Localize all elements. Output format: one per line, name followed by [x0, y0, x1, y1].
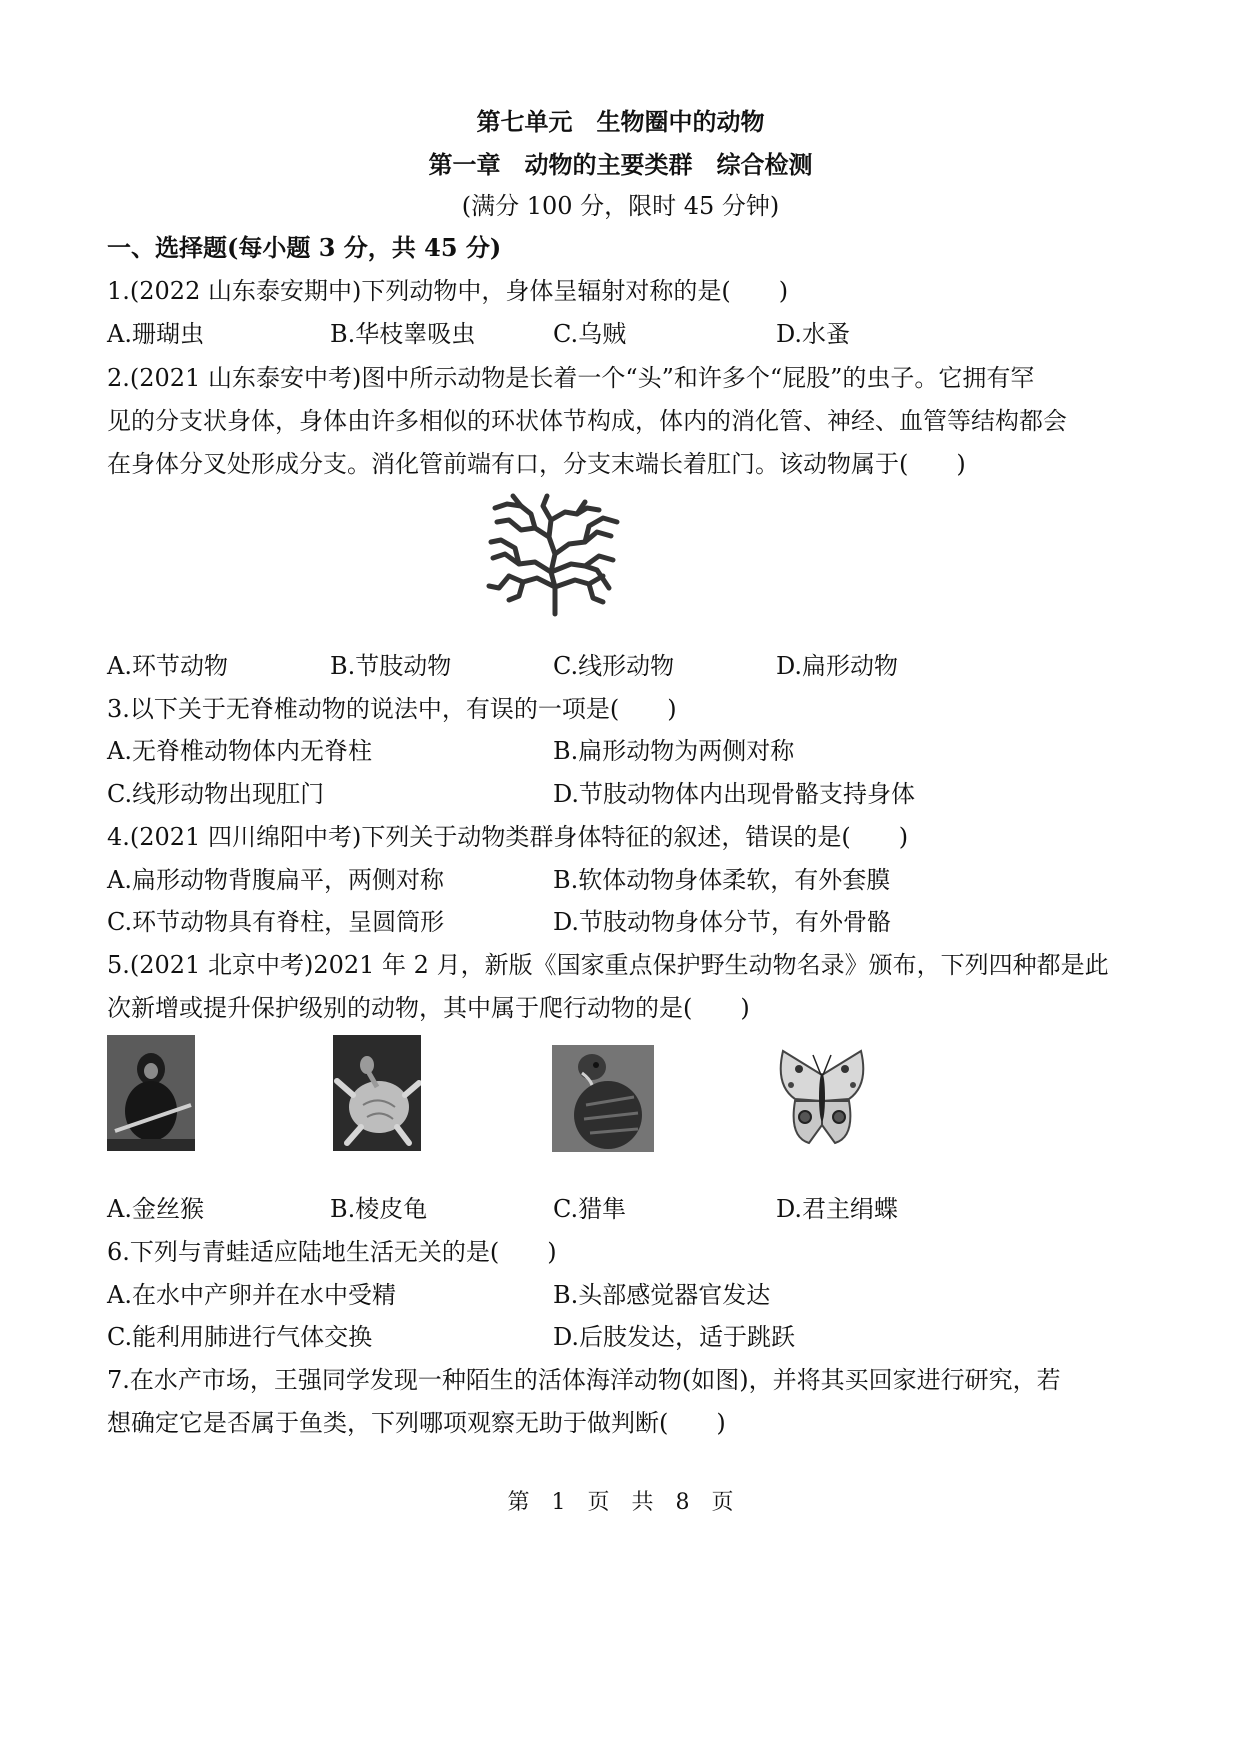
section-heading: 一、选择题(每小题 3 分，共 45 分): [107, 233, 502, 262]
question-2-stem-line-1: 2.(2021 山东泰安中考)图中所示动物是长着一个“头”和许多个“屁股”的虫子。它拥有罕: [107, 364, 1035, 392]
question-4-stem: 4.(2021 四川绵阳中考)下列关于动物类群身体特征的叙述，错误的是( ): [107, 823, 909, 851]
q1-option-d: D.水蚤: [776, 320, 851, 348]
exam-info: (满分 100 分，限时 45 分钟): [461, 192, 780, 220]
q5-option-c: C.猎隼: [553, 1195, 627, 1223]
q2-option-a: A.环节动物: [107, 652, 228, 680]
unit-title: 第七单元 生物圈中的动物: [476, 107, 765, 136]
q5-option-b: B.棱皮龟: [330, 1195, 428, 1223]
q1-option-c: C.乌贼: [553, 320, 627, 348]
q4-option-d: D.节肢动物身体分节，有外骨骼: [553, 908, 892, 936]
q4-option-b: B.软体动物身体柔软，有外套膜: [553, 866, 891, 894]
question-3-stem: 3.以下关于无脊椎动物的说法中，有误的一项是( ): [107, 695, 677, 723]
q2-option-c: C.线形动物: [553, 652, 675, 680]
q2-option-d: D.扁形动物: [776, 652, 899, 680]
question-2-stem-line-3: 在身体分叉处形成分支。消化管前端有口，分支末端长着肛门。该动物属于( ): [107, 450, 966, 478]
q2-option-b: B.节肢动物: [330, 652, 452, 680]
q1-option-b: B.华枝睾吸虫: [330, 320, 476, 348]
q6-option-a: A.在水中产卵并在水中受精: [107, 1281, 396, 1309]
q5-option-d: D.君主绢蝶: [776, 1195, 899, 1223]
question-5-stem-line-1: 5.(2021 北京中考)2021 年 2 月，新版《国家重点保护野生动物名录》颁布，下列四种都是此: [107, 951, 1109, 979]
q5-option-a: A.金丝猴: [107, 1195, 204, 1223]
q3-option-b: B.扁形动物为两侧对称: [553, 737, 795, 765]
q6-option-c: C.能利用肺进行气体交换: [107, 1323, 373, 1351]
falcon-photo: [552, 1045, 654, 1152]
q4-option-c: C.环节动物具有脊柱，呈圆筒形: [107, 908, 445, 936]
q1-option-a: A.珊瑚虫: [107, 320, 204, 348]
q3-option-d: D.节肢动物体内出现骨骼支持身体: [553, 780, 916, 808]
page-number: 第 1 页 共 8 页: [507, 1490, 734, 1515]
question-7-stem-line-2: 想确定它是否属于鱼类，下列哪项观察无助于做判断( ): [107, 1409, 726, 1437]
q6-option-b: B.头部感觉器官发达: [553, 1281, 771, 1309]
golden-monkey-photo: [107, 1035, 195, 1151]
branching-worm-illustration: [485, 492, 625, 617]
chapter-title: 第一章 动物的主要类群 综合检测: [428, 150, 813, 179]
question-2-stem-line-2: 见的分支状身体，身体由许多相似的环状体节构成，体内的消化管、神经、血管等结构都会: [107, 407, 1067, 435]
question-7-stem-line-1: 7.在水产市场，王强同学发现一种陌生的活体海洋动物(如图)，并将其买回家进行研究，若: [107, 1366, 1061, 1394]
question-6-stem: 6.下列与青蛙适应陆地生活无关的是( ): [107, 1238, 557, 1266]
leatherback-turtle-photo: [333, 1035, 421, 1151]
q3-option-a: A.无脊椎动物体内无脊柱: [107, 737, 372, 765]
q4-option-a: A.扁形动物背腹扁平，两侧对称: [107, 866, 444, 894]
q6-option-d: D.后肢发达，适于跳跃: [553, 1323, 796, 1351]
q3-option-c: C.线形动物出现肛门: [107, 780, 325, 808]
question-5-stem-line-2: 次新增或提升保护级别的动物，其中属于爬行动物的是( ): [107, 994, 750, 1022]
question-1-stem: 1.(2022 山东泰安期中)下列动物中，身体呈辐射对称的是( ): [107, 277, 789, 305]
apollo-butterfly-photo: [775, 1045, 869, 1152]
